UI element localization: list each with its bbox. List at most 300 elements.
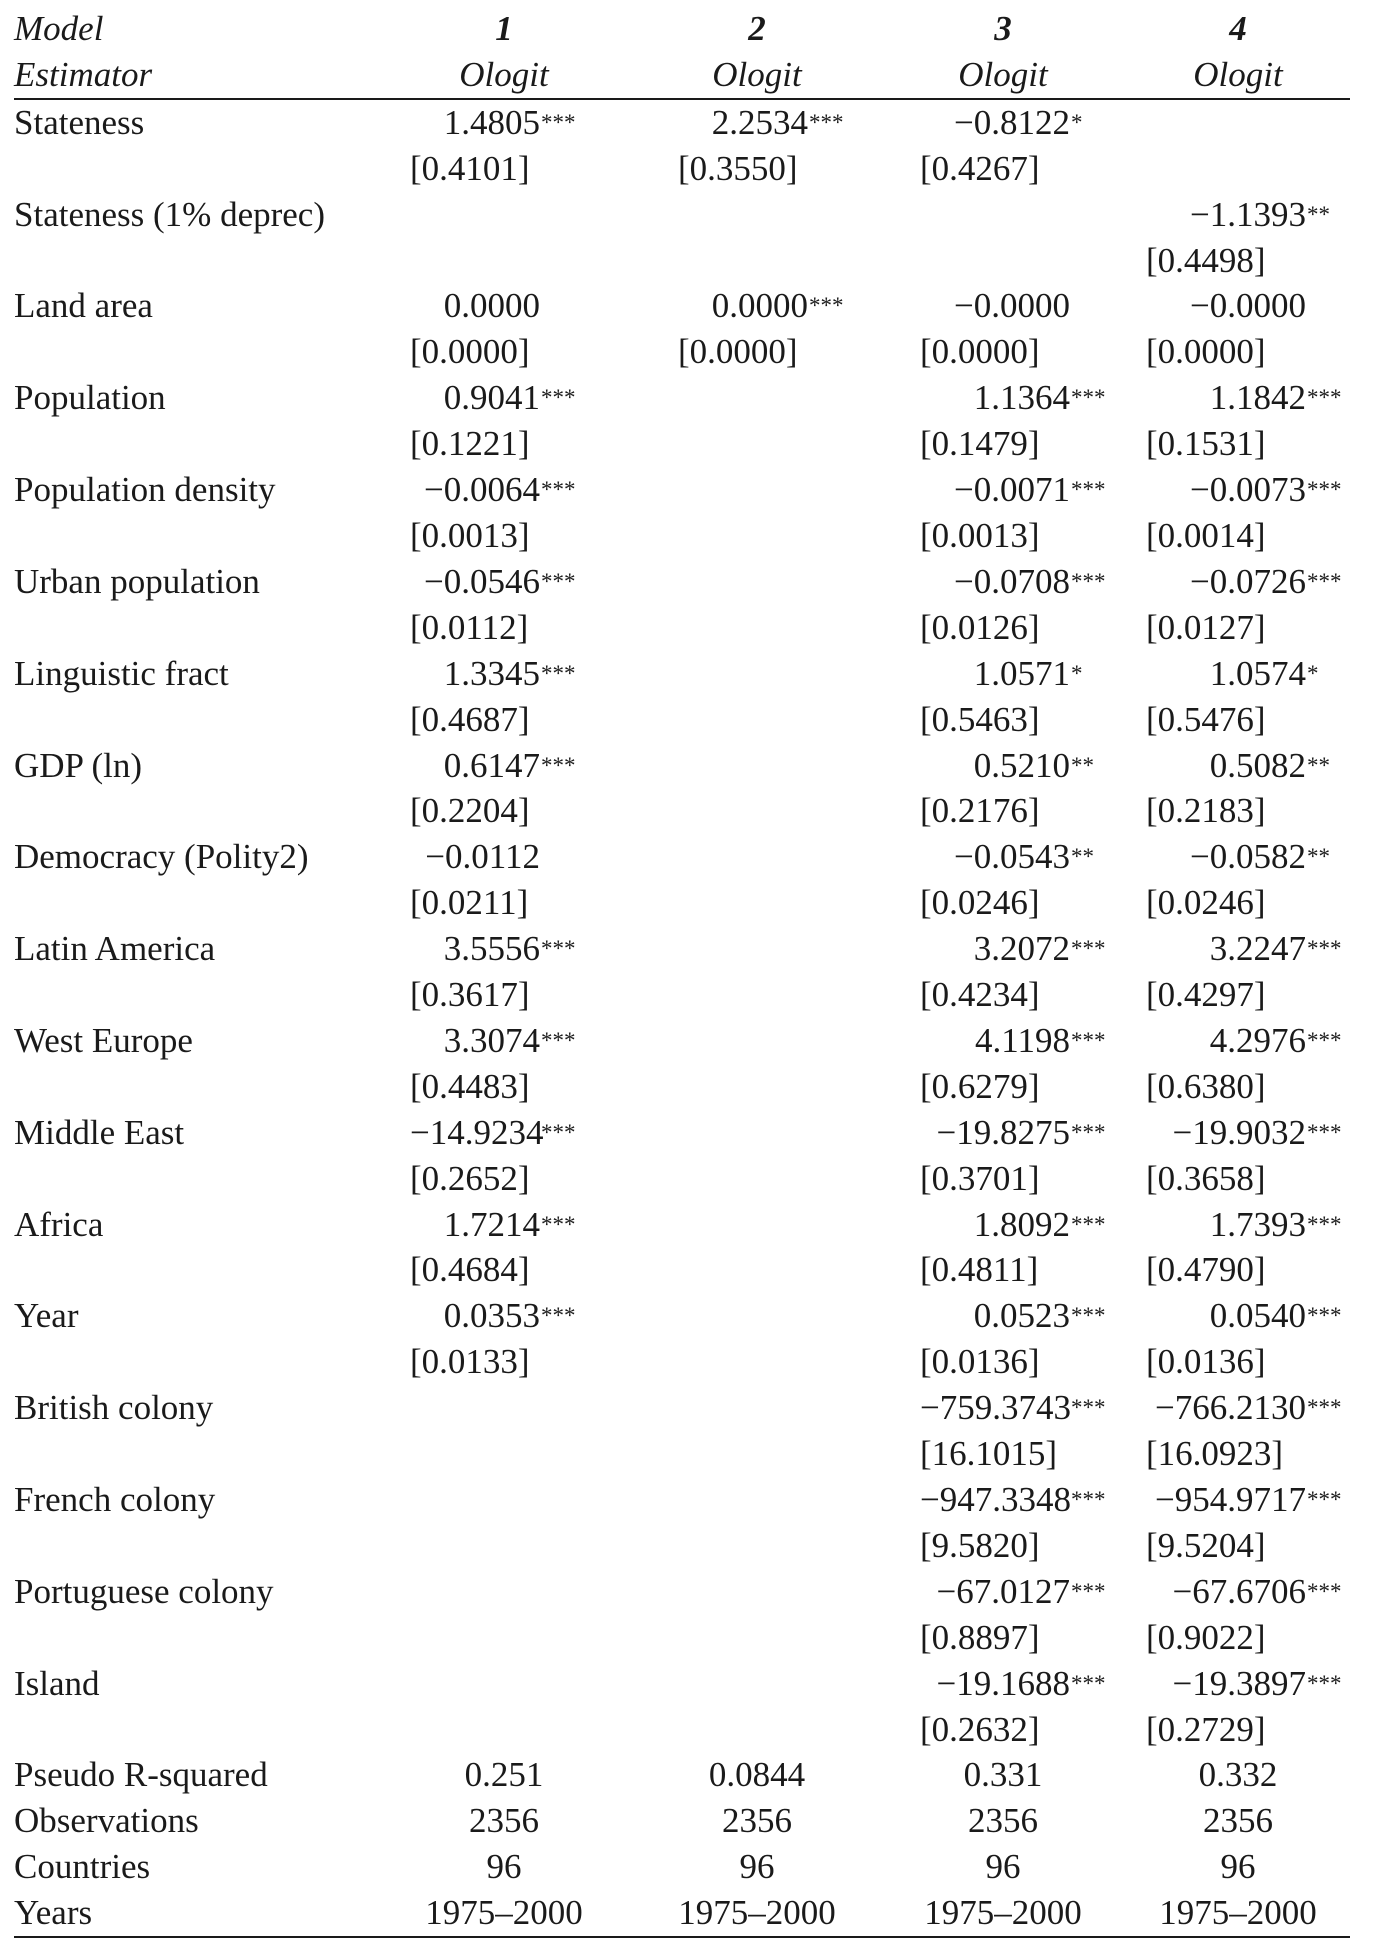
coefficient-value: −766.2130 *** — [1146, 1385, 1306, 1431]
std-error-cell — [880, 1431, 1126, 1477]
std-error-value: [0.4297] — [1146, 975, 1266, 1015]
std-error-cell — [880, 1247, 1126, 1293]
significance-stars: *** — [541, 1119, 576, 1145]
std-error-value: [0.0000] — [410, 332, 530, 372]
std-error-value: [0.0112] — [410, 607, 529, 647]
std-error-cell — [1126, 880, 1350, 926]
std-error-value: [16.0923] — [1146, 1434, 1284, 1474]
std-error-value: [0.1531] — [1146, 424, 1266, 464]
coefficient-cell — [1126, 99, 1350, 146]
coefficient-cell — [880, 1110, 1126, 1156]
coefficient-cell — [374, 1661, 634, 1707]
std-error-cell — [880, 1156, 1126, 1202]
significance-stars: *** — [1307, 1027, 1342, 1053]
significance-stars: *** — [541, 752, 576, 778]
coefficient-value: −67.6706 *** — [1146, 1569, 1306, 1615]
coefficient-row — [14, 834, 1350, 880]
coefficient-cell — [1126, 926, 1350, 972]
variable-label: British colony — [14, 1388, 214, 1428]
std-error-row — [14, 1064, 1350, 1110]
std-error-value: [0.3701] — [920, 1158, 1040, 1198]
empty-label — [14, 697, 374, 743]
std-error-value: [0.3617] — [410, 975, 530, 1015]
coefficient-cell — [1126, 1385, 1350, 1431]
std-error-cell — [1126, 1707, 1350, 1753]
coefficient-cell — [374, 1110, 634, 1156]
coefficient-cell — [374, 467, 634, 513]
coefficient-value: −0.8122 * — [920, 100, 1070, 146]
coefficient-row — [14, 559, 1350, 605]
coefficient-cell — [634, 1293, 880, 1339]
coefficient-cell — [374, 1018, 634, 1064]
coefficient-value: 3.2247 *** — [1146, 926, 1306, 972]
coefficient-row — [14, 1385, 1350, 1431]
std-error-cell — [374, 1523, 634, 1569]
coefficient-value: −0.0071 *** — [920, 467, 1070, 513]
statistic-value: 0.0844 — [708, 1755, 806, 1795]
significance-stars: *** — [541, 1211, 576, 1237]
coefficient-cell — [1126, 467, 1350, 513]
std-error-value: [0.0013] — [920, 515, 1040, 555]
empty-label — [14, 513, 374, 559]
std-error-value: [0.3658] — [1146, 1158, 1266, 1198]
coefficient-cell — [374, 743, 634, 789]
coefficient-value: −0.0546 *** — [410, 559, 540, 605]
coefficient-cell — [1126, 283, 1350, 329]
coefficient-cell — [880, 1385, 1126, 1431]
empty-label — [14, 972, 374, 1018]
variable-label: Land area — [14, 286, 153, 326]
coefficient-value: 1.3345 *** — [410, 651, 540, 697]
empty-label — [14, 329, 374, 375]
std-error-value: [0.4267] — [920, 148, 1040, 188]
std-error-value: [0.6380] — [1146, 1066, 1266, 1106]
variable-label: Population density — [14, 470, 276, 510]
statistic-row — [14, 1752, 1350, 1798]
std-error-row — [14, 1707, 1350, 1753]
significance-stars: *** — [1071, 1395, 1106, 1421]
coefficient-cell — [374, 559, 634, 605]
variable-label: Africa — [14, 1204, 104, 1244]
std-error-cell — [374, 605, 634, 651]
significance-stars: *** — [1071, 385, 1106, 411]
std-error-row — [14, 329, 1350, 375]
std-error-row — [14, 421, 1350, 467]
std-error-cell — [880, 513, 1126, 559]
std-error-cell — [634, 1523, 880, 1569]
significance-stars: *** — [1071, 1303, 1106, 1329]
std-error-cell — [634, 1339, 880, 1385]
coefficient-value: 1.1842 *** — [1146, 375, 1306, 421]
statistic-row — [14, 1798, 1350, 1844]
statistic-value: 96 — [739, 1847, 775, 1887]
variable-label: GDP (ln) — [14, 745, 143, 785]
coefficient-value: −67.0127 *** — [920, 1569, 1070, 1615]
coefficient-cell — [880, 283, 1126, 329]
coefficient-cell — [634, 1202, 880, 1248]
std-error-cell — [1126, 697, 1350, 743]
coefficient-cell — [634, 651, 880, 697]
variable-label: Stateness — [14, 102, 145, 142]
std-error-cell — [374, 1615, 634, 1661]
std-error-value: [0.2183] — [1146, 791, 1266, 831]
significance-stars: *** — [1071, 568, 1106, 594]
coefficient-value: −0.0543 ** — [920, 834, 1070, 880]
significance-stars: *** — [541, 477, 576, 503]
significance-stars: ** — [1307, 752, 1330, 778]
coefficient-cell — [1126, 1202, 1350, 1248]
significance-stars: ** — [1071, 752, 1094, 778]
coefficient-value: 1.0571 * — [920, 651, 1070, 697]
empty-label — [14, 1339, 374, 1385]
empty-label — [14, 1615, 374, 1661]
coefficient-value: 1.7393 *** — [1146, 1202, 1306, 1248]
std-error-value: [0.4483] — [410, 1066, 530, 1106]
significance-stars: ** — [1071, 844, 1094, 870]
model-number-3: 3 — [994, 9, 1012, 48]
significance-stars: *** — [1071, 1119, 1106, 1145]
std-error-row — [14, 238, 1350, 284]
std-error-value: [0.2204] — [410, 791, 530, 831]
std-error-cell — [880, 238, 1126, 284]
significance-stars: *** — [1071, 1487, 1106, 1512]
coefficient-value: −0.0000 — [1190, 286, 1306, 326]
statistic-value: 2356 — [1203, 1801, 1273, 1841]
std-error-value: [0.1479] — [920, 424, 1040, 464]
std-error-cell — [634, 1431, 880, 1477]
coefficient-cell — [1126, 743, 1350, 789]
statistic-value: 2356 — [968, 1801, 1038, 1841]
std-error-cell — [880, 1064, 1126, 1110]
significance-stars: * — [1307, 660, 1319, 686]
coefficient-row — [14, 1293, 1350, 1339]
coefficient-cell — [634, 559, 880, 605]
statistic-value: 2356 — [469, 1801, 539, 1841]
std-error-value: [9.5204] — [1146, 1525, 1266, 1565]
significance-stars: *** — [1307, 1395, 1342, 1421]
std-error-cell — [1126, 513, 1350, 559]
coefficient-cell — [634, 1385, 880, 1431]
coefficient-value: 1.0574 * — [1146, 651, 1306, 697]
coefficient-value: −19.8275 *** — [920, 1110, 1070, 1156]
std-error-value: [0.2632] — [920, 1709, 1040, 1749]
std-error-value: [0.0246] — [920, 883, 1040, 923]
std-error-value: [0.5476] — [1146, 699, 1266, 739]
variable-label: West Europe — [14, 1020, 193, 1060]
std-error-value: [0.0136] — [1146, 1342, 1266, 1382]
significance-stars: *** — [1307, 1119, 1342, 1145]
significance-stars: *** — [541, 568, 576, 594]
significance-stars: * — [1071, 109, 1083, 135]
coefficient-value: −0.0582 ** — [1146, 834, 1306, 880]
std-error-cell — [374, 972, 634, 1018]
std-error-cell — [634, 329, 880, 375]
variable-label: Democracy (Polity2) — [14, 837, 309, 877]
coefficient-cell — [374, 1385, 634, 1431]
std-error-value: [0.6279] — [920, 1066, 1040, 1106]
coefficient-row — [14, 1477, 1350, 1523]
empty-label — [14, 1523, 374, 1569]
coefficient-cell — [880, 743, 1126, 789]
statistic-label: Years — [14, 1890, 374, 1937]
coefficient-row — [14, 99, 1350, 146]
coefficient-cell — [1126, 1293, 1350, 1339]
variable-label: Year — [14, 1296, 79, 1336]
std-error-value: [0.0246] — [1146, 883, 1266, 923]
std-error-value: [0.4101] — [410, 148, 530, 188]
std-error-row — [14, 1615, 1350, 1661]
std-error-value: [0.9022] — [1146, 1617, 1266, 1657]
std-error-cell — [374, 329, 634, 375]
coefficient-value: −947.3348 *** — [920, 1477, 1070, 1523]
coefficient-row — [14, 283, 1350, 329]
model-number-2: 2 — [748, 9, 766, 48]
std-error-cell — [880, 146, 1126, 192]
std-error-value: [0.0000] — [920, 332, 1040, 372]
std-error-cell — [374, 788, 634, 834]
coefficient-cell — [634, 467, 880, 513]
std-error-row — [14, 788, 1350, 834]
std-error-row — [14, 972, 1350, 1018]
significance-stars: *** — [1307, 1211, 1342, 1237]
std-error-value: [0.5463] — [920, 699, 1040, 739]
coefficient-row — [14, 375, 1350, 421]
statistic-value: 1975–2000 — [880, 1890, 1126, 1937]
coefficient-row — [14, 926, 1350, 972]
coefficient-cell — [374, 926, 634, 972]
coefficient-cell — [374, 651, 634, 697]
coefficient-cell — [634, 375, 880, 421]
coefficient-value: −14.9234 *** — [410, 1110, 540, 1156]
coefficient-cell — [1126, 1477, 1350, 1523]
significance-stars: *** — [1071, 1670, 1106, 1696]
coefficient-cell — [880, 834, 1126, 880]
coefficient-cell — [374, 1293, 634, 1339]
std-error-row — [14, 880, 1350, 926]
coefficient-value: 3.2072 *** — [920, 926, 1070, 972]
coefficient-cell — [1126, 1661, 1350, 1707]
coefficient-cell — [1126, 559, 1350, 605]
std-error-cell — [634, 1615, 880, 1661]
statistic-value: 96 — [1220, 1847, 1256, 1887]
std-error-value: [0.3550] — [678, 148, 798, 188]
coefficient-cell — [634, 99, 880, 146]
significance-stars: *** — [541, 660, 576, 686]
coefficient-value: 0.5210 ** — [920, 743, 1070, 789]
coefficient-value: 0.6147 *** — [410, 743, 540, 789]
empty-label — [14, 880, 374, 926]
coefficient-cell — [634, 743, 880, 789]
std-error-cell — [880, 788, 1126, 834]
std-error-cell — [374, 1431, 634, 1477]
significance-stars: *** — [1071, 1211, 1106, 1237]
coefficient-value: 2.2534 *** — [678, 100, 808, 146]
coefficient-value: −0.0064 *** — [410, 467, 540, 513]
coefficient-value: 1.4805 *** — [410, 100, 540, 146]
empty-label — [14, 1707, 374, 1753]
std-error-cell — [1126, 1247, 1350, 1293]
significance-stars: *** — [1071, 1027, 1106, 1053]
std-error-row — [14, 513, 1350, 559]
coefficient-value: −954.9717 *** — [1146, 1477, 1306, 1523]
std-error-row — [14, 1156, 1350, 1202]
coefficient-cell — [1126, 834, 1350, 880]
std-error-cell — [880, 605, 1126, 651]
significance-stars: *** — [1307, 936, 1342, 962]
std-error-cell — [1126, 1156, 1350, 1202]
significance-stars: *** — [1307, 385, 1342, 411]
std-error-value: [0.2652] — [410, 1158, 530, 1198]
significance-stars: *** — [809, 109, 844, 135]
model-number-1: 1 — [495, 9, 513, 48]
coefficient-cell — [1126, 375, 1350, 421]
std-error-value: [0.0000] — [1146, 332, 1266, 372]
std-error-value: [0.0211] — [410, 883, 529, 923]
std-error-value: [0.8897] — [920, 1617, 1040, 1657]
estimator-2: Ologit — [634, 52, 880, 99]
significance-stars: *** — [1307, 1670, 1342, 1696]
coefficient-value: 0.5082 ** — [1146, 743, 1306, 789]
significance-stars: *** — [1307, 1487, 1342, 1512]
std-error-cell — [634, 788, 880, 834]
statistic-value: 96 — [985, 1847, 1021, 1887]
empty-label — [14, 605, 374, 651]
variable-label: Latin America — [14, 929, 216, 969]
coefficient-row — [14, 743, 1350, 789]
std-error-cell — [634, 1707, 880, 1753]
statistic-label: Observations — [14, 1801, 199, 1841]
variable-label: Population — [14, 378, 166, 418]
coefficient-cell — [634, 1110, 880, 1156]
coefficient-cell — [634, 1477, 880, 1523]
estimator-3: Ologit — [880, 52, 1126, 99]
coefficient-cell — [880, 467, 1126, 513]
std-error-value: [0.4687] — [410, 699, 530, 739]
std-error-value: [0.0133] — [410, 1342, 530, 1382]
significance-stars: *** — [1307, 568, 1342, 594]
coefficient-cell — [374, 1569, 634, 1615]
std-error-row — [14, 1523, 1350, 1569]
significance-stars: *** — [809, 293, 844, 319]
model-number-4: 4 — [1229, 9, 1247, 48]
significance-stars: * — [1071, 660, 1083, 686]
coefficient-value: −0.0000 — [954, 286, 1070, 326]
coefficient-cell — [880, 559, 1126, 605]
std-error-cell — [1126, 329, 1350, 375]
std-error-value: [16.1015] — [920, 1434, 1058, 1474]
empty-label — [14, 238, 374, 284]
coefficient-value: 0.0000 — [443, 286, 540, 326]
coefficient-value: −0.0726 *** — [1146, 559, 1306, 605]
std-error-cell — [634, 1156, 880, 1202]
coefficient-value: −0.0073 *** — [1146, 467, 1306, 513]
std-error-value: [0.0126] — [920, 607, 1040, 647]
coefficient-cell — [634, 283, 880, 329]
coefficient-cell — [634, 834, 880, 880]
coefficient-row — [14, 1202, 1350, 1248]
std-error-cell — [1126, 421, 1350, 467]
statistic-value: 0.332 — [1198, 1755, 1278, 1795]
coefficient-cell — [1126, 192, 1350, 238]
coefficient-row — [14, 1110, 1350, 1156]
coefficient-cell — [880, 1661, 1126, 1707]
std-error-cell — [880, 1707, 1126, 1753]
coefficient-row — [14, 1018, 1350, 1064]
coefficient-row — [14, 1569, 1350, 1615]
std-error-row — [14, 697, 1350, 743]
std-error-value: [0.4234] — [920, 975, 1040, 1015]
coefficient-value: −0.0708 *** — [920, 559, 1070, 605]
std-error-cell — [1126, 1523, 1350, 1569]
std-error-cell — [634, 421, 880, 467]
variable-label: Stateness (1% deprec) — [14, 194, 325, 234]
std-error-cell — [634, 880, 880, 926]
significance-stars: *** — [541, 109, 576, 135]
model-number-row — [14, 6, 1350, 52]
coefficient-value: −1.1393 ** — [1146, 192, 1306, 238]
significance-stars: *** — [1307, 1303, 1342, 1329]
std-error-cell — [1126, 1339, 1350, 1385]
significance-stars: *** — [1307, 1578, 1342, 1604]
std-error-cell — [880, 880, 1126, 926]
std-error-value: [0.0136] — [920, 1342, 1040, 1382]
coefficient-value: 0.0523 *** — [920, 1293, 1070, 1339]
coefficient-value: 4.2976 *** — [1146, 1018, 1306, 1064]
significance-stars: *** — [1071, 936, 1106, 962]
coefficient-cell — [374, 1202, 634, 1248]
std-error-cell — [880, 972, 1126, 1018]
std-error-row — [14, 146, 1350, 192]
std-error-cell — [634, 605, 880, 651]
significance-stars: ** — [1307, 201, 1330, 227]
coefficient-value: 1.1364 *** — [920, 375, 1070, 421]
coefficient-cell — [634, 1018, 880, 1064]
coefficient-value: −19.9032 *** — [1146, 1110, 1306, 1156]
significance-stars: ** — [1307, 844, 1330, 870]
std-error-cell — [880, 329, 1126, 375]
std-error-cell — [374, 697, 634, 743]
std-error-cell — [374, 1707, 634, 1753]
std-error-cell — [1126, 1615, 1350, 1661]
std-error-cell — [880, 421, 1126, 467]
std-error-cell — [374, 1156, 634, 1202]
coefficient-cell — [374, 192, 634, 238]
std-error-value: [0.0000] — [678, 332, 798, 372]
significance-stars: *** — [1307, 477, 1342, 503]
coefficient-cell — [880, 926, 1126, 972]
std-error-cell — [374, 1247, 634, 1293]
model-label: Model — [14, 9, 104, 48]
coefficient-cell — [634, 1569, 880, 1615]
std-error-value: [0.0127] — [1146, 607, 1266, 647]
std-error-value: [0.4790] — [1146, 1250, 1266, 1290]
statistic-label: Pseudo R-squared — [14, 1755, 268, 1795]
regression-table — [14, 6, 1350, 1938]
coefficient-cell — [880, 651, 1126, 697]
empty-label — [14, 1431, 374, 1477]
statistic-value: 1975–2000 — [374, 1890, 634, 1937]
coefficient-cell — [374, 1477, 634, 1523]
std-error-cell — [1126, 1064, 1350, 1110]
coefficient-value: 1.8092 *** — [920, 1202, 1070, 1248]
coefficient-cell — [880, 375, 1126, 421]
std-error-cell — [1126, 1431, 1350, 1477]
significance-stars: *** — [1071, 1578, 1106, 1604]
statistic-value: 96 — [486, 1847, 522, 1887]
coefficient-cell — [634, 926, 880, 972]
coefficient-cell — [1126, 1018, 1350, 1064]
std-error-value: [9.5820] — [920, 1525, 1040, 1565]
